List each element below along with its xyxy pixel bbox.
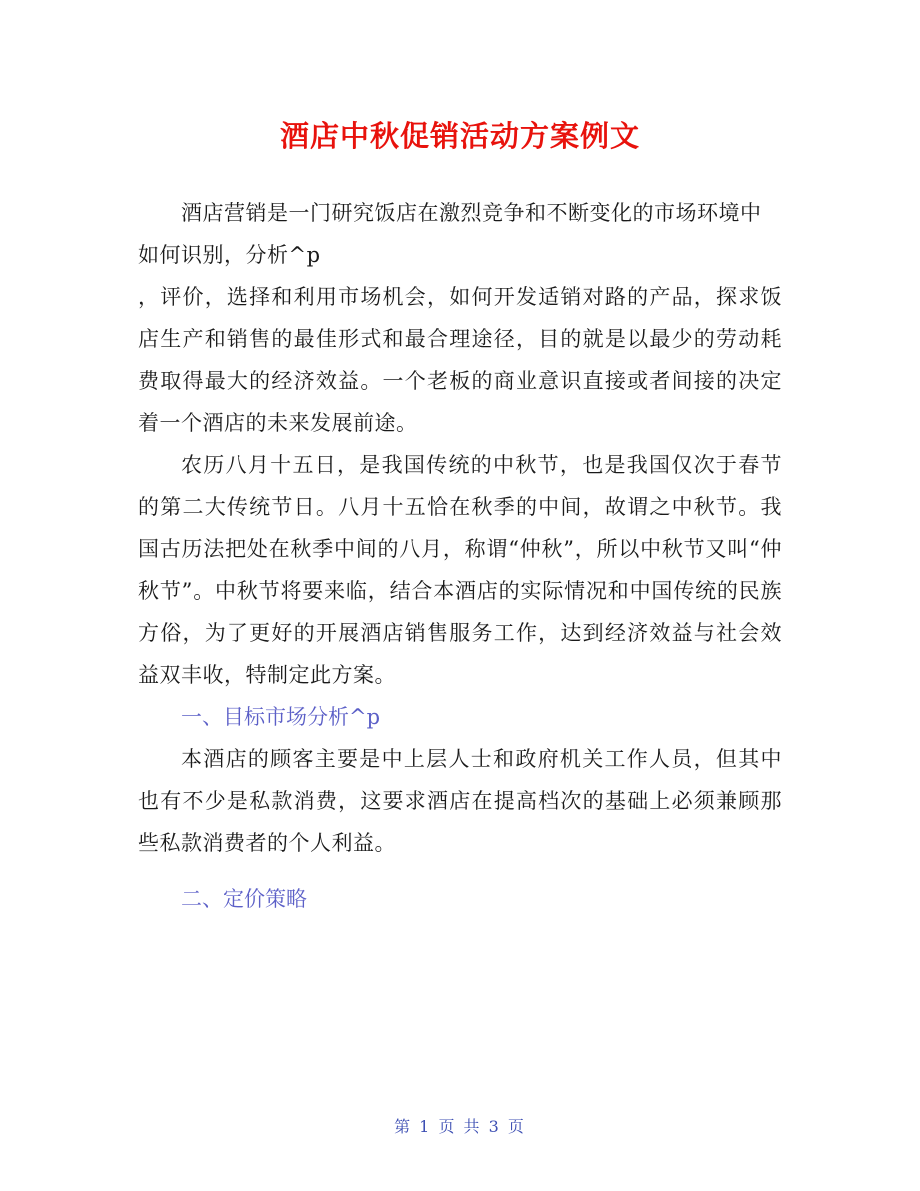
section-heading-pricing: 二、定价策略	[181, 887, 307, 911]
document-body	[138, 192, 782, 920]
target-market-paragraph: 本酒店的顾客主要是中上层人士和政府机关工作人员，但其中也有不少是私款消费，这要求酒店在提高档次的基础上必须兼顾那些私款消费者的个人利益。	[138, 747, 782, 855]
page-footer: 第 1 页 共 3 页	[394, 1117, 526, 1136]
intro-paragraph-continued: ，评价，选择和利用市场机会，如何开发适销对路的产品，探求饭店生产和销售的最佳形式和最合理途径，目的就是以最少的劳动耗费取得最大的经济效益。一个老板的商业意识直接或者间接的决定着一个酒店的未来发展前途。	[138, 285, 782, 435]
intro-paragraph: 酒店营销是一门研究饭店在激烈竞争和不断变化的市场环境中如何识别，分析^p	[138, 201, 762, 267]
section-heading-target-market: 一、目标市场分析^p	[181, 705, 381, 729]
document-title: 酒店中秋促销活动方案例文	[279, 119, 640, 153]
mid-autumn-paragraph: 农历八月十五日，是我国传统的中秋节，也是我国仅次于春节的第二大传统节日。八月十五恰在秋季的中间，故谓之中秋节。我国古历法把处在秋季中间的八月，称谓“仲秋”，所以中秋节又叫“仲秋节”。中秋节将要来临，结合本酒店的实际情况和中国传统的民族方俗，为了更好的开展酒店销售服务工作，达到经济效益与社会效益双丰收，特制定此方案。	[138, 453, 782, 687]
